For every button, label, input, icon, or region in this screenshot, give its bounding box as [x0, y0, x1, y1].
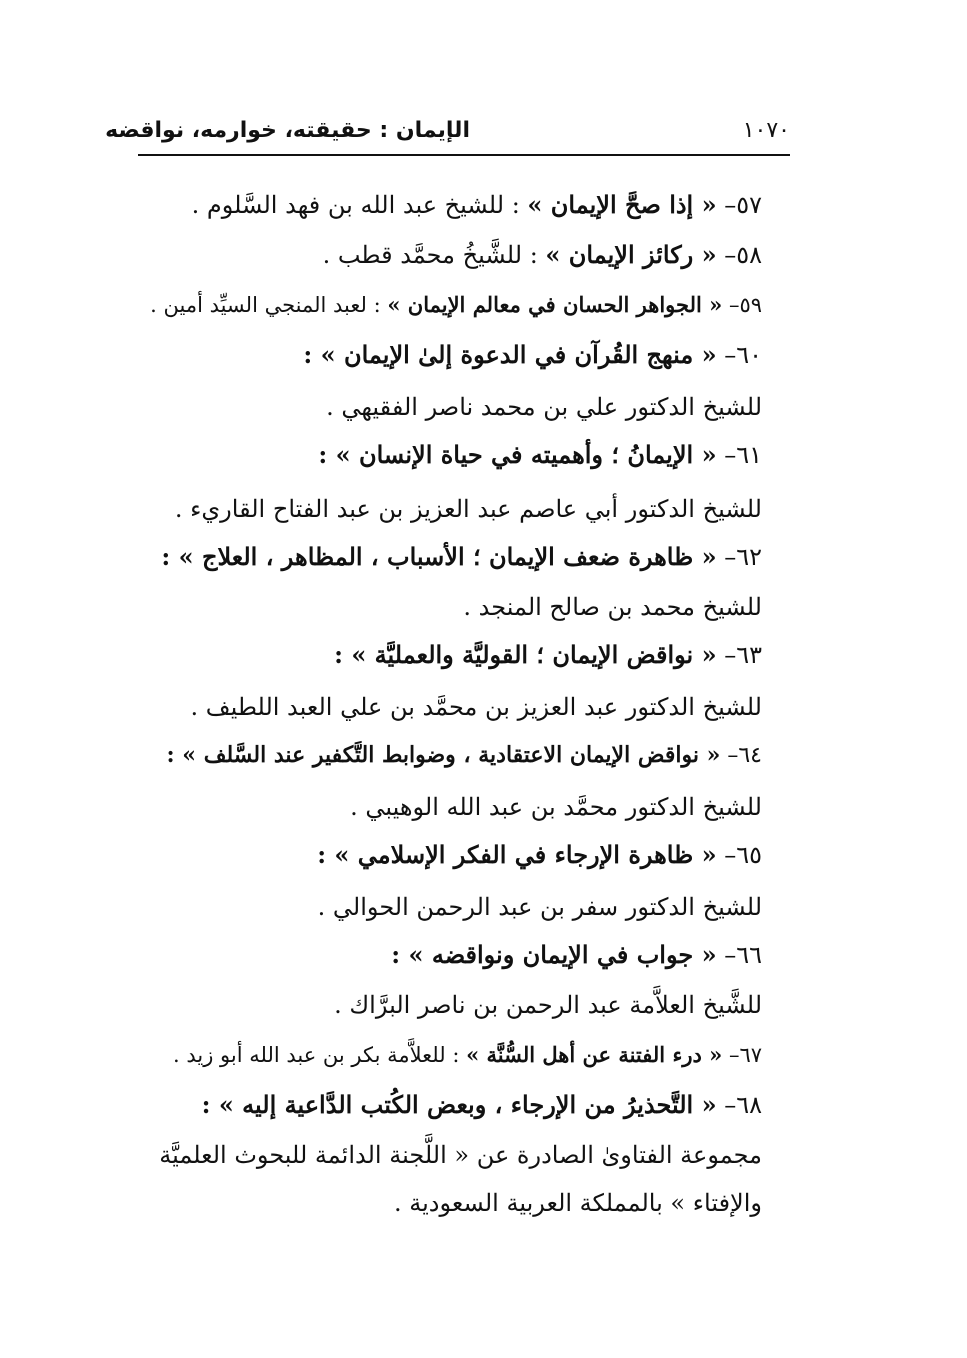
- entry-66-title: [391, 938, 762, 972]
- running-header-book-title: الإيمان : حقيقته، خوارمه، نواقضه: [105, 118, 470, 143]
- entry-61-title: [318, 438, 762, 472]
- entry-title: « نواقض الإيمان ؛ القوليَّة والعمليَّة » :: [334, 640, 717, 669]
- entry-58: [323, 238, 762, 272]
- entry-author: : للعلاَّمة بكر بن عبد الله أبو زيد .: [173, 1043, 467, 1067]
- entry-title: « ركائز الإيمان »: [545, 240, 717, 269]
- entry-60-title: [303, 338, 762, 372]
- entry-61-author: للشيخ الدكتور أبي عاصم عبد العزيز بن عبد الفتاح القاريء .: [174, 495, 762, 523]
- entry-number: ٥٧–: [724, 191, 762, 219]
- entry-68-author-line2: والإفتاء » بالمملكة العربية السعودية .: [393, 1189, 762, 1217]
- entry-68-author-line1: مجموعة الفتاوىٰ الصادرة عن « اللَّجنة الدائمة للبحوث العلميَّة: [159, 1141, 762, 1169]
- entry-number: ٦٣–: [724, 641, 762, 669]
- entry-64-title: [167, 738, 762, 773]
- entry-author: : للشيخ عبد الله بن فهد السَّلوم .: [191, 191, 528, 219]
- entry-number: ٦٧–: [728, 1043, 762, 1067]
- entry-number: ٦٢–: [724, 543, 762, 571]
- page-number: ١٠٧٠: [742, 118, 790, 143]
- entry-title: « جواب في الإيمان ونواقضه » :: [391, 940, 717, 969]
- entry-57: [192, 188, 762, 222]
- entry-60-author: للشيخ الدكتور علي بن محمد ناصر الفقيهي .: [326, 393, 762, 421]
- entry-title: « الجواهر الحسان في معالم الإيمان »: [387, 292, 723, 317]
- entry-67: [173, 1038, 762, 1072]
- entry-number: ٥٨–: [724, 241, 762, 269]
- entry-author: : لعبد المنجي السيِّد أمين .: [150, 293, 388, 317]
- entry-66-author: للشَّيخ العلاَّمة عبد الرحمن بن ناصر البرَّاك .: [334, 991, 762, 1019]
- entry-title: « ظاهرة ضعف الإيمان ؛ الأسباب ، المظاهر ، العلاج » :: [161, 542, 717, 571]
- entry-62-author: للشيخ محمد بن صالح المنجد .: [463, 593, 762, 621]
- entry-title: « إذا صحَّ الإيمان »: [527, 190, 717, 219]
- entry-number: ٦٨–: [724, 1091, 762, 1119]
- entry-title: « درء الفتنة عن أهل السُّنَّة »: [466, 1042, 723, 1067]
- entry-65-author: للشيخ الدكتور سفر بن عبد الرحمن الحوالي .: [317, 893, 762, 921]
- entry-65-title: [317, 838, 762, 872]
- entry-number: ٦٤–: [727, 743, 762, 768]
- entry-title: « التَّحذيرُ من الإرجاء ، وبعض الكُتب الدَّاعية إليه » :: [201, 1090, 717, 1119]
- entry-title: « ظاهرة الإرجاء في الفكر الإسلامي » :: [317, 840, 717, 869]
- entry-64-author: للشيخ الدكتور محمَّد بن عبد الله الوهيبي .: [350, 793, 762, 821]
- entry-number: ٦٦–: [724, 941, 762, 969]
- entry-68-title: [202, 1088, 762, 1122]
- entry-62-title: [161, 540, 762, 574]
- entry-number: ٦٥–: [724, 841, 762, 869]
- header-divider: [138, 154, 790, 156]
- entry-title: « نواقض الإيمان الاعتقادية ، وضوابط التَّكفير عند السَّلف » :: [166, 742, 721, 768]
- entry-59: [150, 288, 762, 322]
- entry-number: ٦٠–: [724, 341, 762, 369]
- entry-63-title: [334, 638, 762, 672]
- entry-63-author: للشيخ الدكتور عبد العزيز بن محمَّد بن علي العبد اللطيف .: [190, 693, 762, 721]
- entry-number: ٥٩–: [728, 293, 762, 317]
- entry-title: « منهج القُرآن في الدعوة إلىٰ الإيمان » :: [303, 340, 717, 369]
- entry-number: ٦١–: [724, 441, 762, 469]
- entry-author: : للشَّيخُ محمَّد قطب .: [322, 241, 546, 269]
- entry-title: « الإيمانُ ؛ وأهميته في حياة الإنسان » :: [318, 440, 717, 469]
